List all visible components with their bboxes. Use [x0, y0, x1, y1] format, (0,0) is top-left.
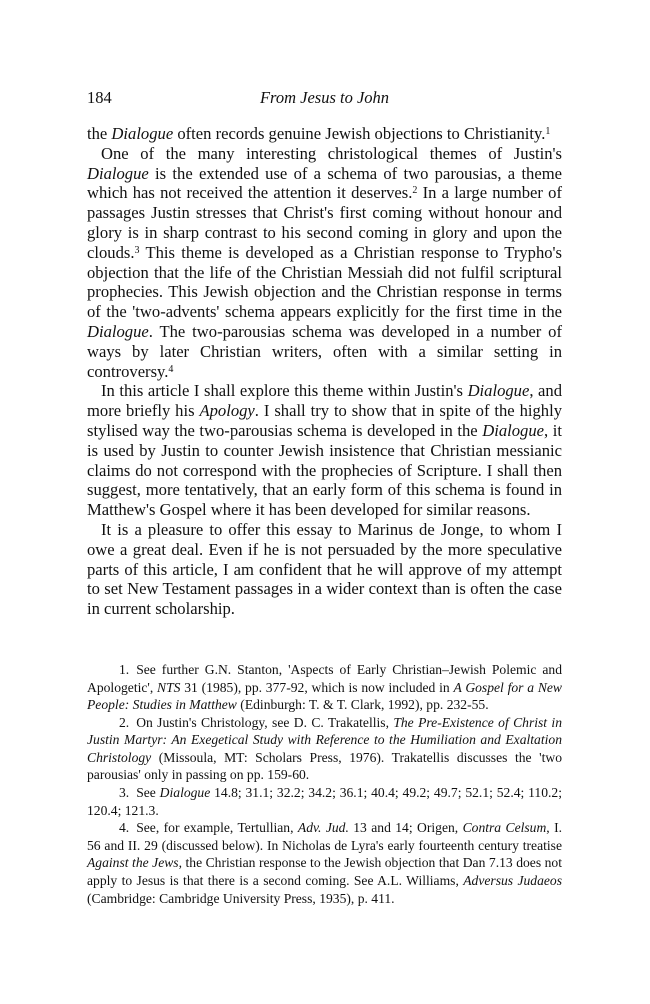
text-run: One of the many interesting christological themes of Justin's: [101, 143, 562, 163]
text-run: the: [87, 124, 112, 143]
text-run: (Cambridge: Cambridge University Press, 1935), p. 411.: [87, 890, 395, 906]
text-run: , it is used by Justin to counter Jewish insistence that Christian messianic claims do not correspond with the prophecies of Scripture. I shall then suggest, more tentatively, that an early form of this schema is found in Matthew's Gospel where it has been developed for similar reasons.: [87, 420, 562, 520]
footnote-2: [87, 714, 562, 784]
text-run: (Missoula, MT: Scholars Press, 1976). Trakatellis discusses the 'two parousias' only in passing on pp. 159-60.: [87, 749, 562, 783]
text-run: 31 (1985), pp. 377-92, which is now included in: [180, 679, 454, 695]
text-run: (Edinburgh: T. & T. Clark, 1992), pp. 232-55.: [236, 697, 489, 713]
footnote-4: [87, 819, 562, 907]
italic-title: Dialogue: [482, 420, 545, 440]
italic-title: Dialogue: [467, 381, 530, 401]
italic-title: Dialogue: [159, 785, 211, 801]
running-title: From Jesus to John: [259, 88, 390, 107]
paragraph-1: [87, 124, 562, 144]
text-run: , and more briefly his: [87, 381, 562, 421]
footnote-number: 2.: [119, 714, 130, 730]
paragraph-4: It is a pleasure to offer this essay to Marinus de Jonge, to whom I owe a great deal. Even if he is not persuaded by the more speculative parts of this article, I am confident that he will approve of my attempt to set New Testament passages in a wider context than is often the case in current scholarship.: [87, 519, 562, 619]
footnote-number: 4.: [119, 820, 130, 836]
italic-title: Dialogue: [87, 321, 149, 341]
italic-title: The Pre-Existence of Christ in Justin Martyr: An Exegetical Study with Reference to the Humiliation and Exaltation Christology: [87, 714, 563, 765]
text-run: In a large number of passages Justin stresses that Christ's first coming without honour and glory is in sharp contrast to his second coming in glory and upon the clouds.: [87, 183, 562, 262]
text-run: , the Christian response to the Jewish objection that Dan 7.13 does not apply to Jesus is that there is a second coming. See A.L. Williams,: [87, 855, 562, 889]
text-run: . I shall try to show that in spite of the highly stylised way the two-parousias schema is developed in the: [87, 401, 563, 440]
footnote-ref-3[interactable]: 3: [134, 244, 140, 256]
paragraph-3: [87, 381, 562, 520]
footnote-3: [87, 784, 562, 819]
text-run: . The two-parousias schema was developed in a number of ways by later Christian writers, often with a similar setting in controversy.: [87, 321, 562, 381]
body-text: [87, 124, 562, 619]
text-run: This theme is developed as a Christian response to Trypho's objection that the life of the Christian Messiah did not fulfil scriptural prophecies. This Jewish objection and the Christian response in terms of the 'two-advents' schema appears explicitly for the first time in the: [87, 242, 562, 322]
footnote-1: [87, 661, 562, 714]
paragraph-2: [87, 144, 562, 382]
page-header: [87, 88, 562, 112]
text-run: See further G.N. Stanton, 'Aspects of Early Christian–Jewish Polemic and Apologetic',: [87, 661, 562, 695]
italic-title: NTS: [157, 679, 181, 695]
text-run: On Justin's Christology, see D. C. Trakatellis,: [136, 714, 394, 730]
italic-title: Dialogue: [87, 163, 149, 183]
text-run: 14.8; 31.1; 32.2; 34.2; 36.1; 40.4; 49.2; 49.7; 52.1; 52.4; 110.2; 120.4; 121.3.: [87, 785, 562, 818]
italic-title: Contra Celsum: [462, 820, 547, 836]
italic-title: Dialogue: [111, 124, 174, 143]
footnote-number: 3.: [119, 785, 130, 801]
text-run: In this article I shall explore this theme within Justin's: [101, 381, 468, 401]
text-run: , I. 56 and II. 29 (discussed below). In Nicholas de Lyra's early fourteenth century treatise: [87, 820, 562, 853]
footnote-ref-1[interactable]: 1: [545, 126, 551, 137]
text-run: often records genuine Jewish objections to Christianity.: [173, 124, 546, 143]
text-run: is the extended use of a schema of two parousias, a theme which has not received the attention it deserves.: [87, 163, 562, 203]
page-number: 184: [87, 88, 112, 107]
footnote-ref-2[interactable]: 2: [412, 185, 418, 197]
book-page: [87, 88, 562, 907]
italic-title: Adv. Jud.: [297, 820, 349, 836]
italic-title: Against the Jews: [87, 855, 179, 871]
text-run: See, for example, Tertullian,: [136, 820, 298, 836]
italic-title: Adversus Judaeos: [463, 873, 562, 889]
footnote-ref-4[interactable]: 4: [168, 363, 174, 375]
footnotes: [87, 661, 562, 907]
text-run: See: [136, 785, 160, 801]
footnote-number: 1.: [119, 661, 130, 677]
italic-title: A Gospel for a New People: Studies in Matthew: [87, 679, 562, 713]
italic-title: Apology: [199, 401, 255, 421]
text-run: 13 and 14; Origen,: [348, 820, 463, 836]
